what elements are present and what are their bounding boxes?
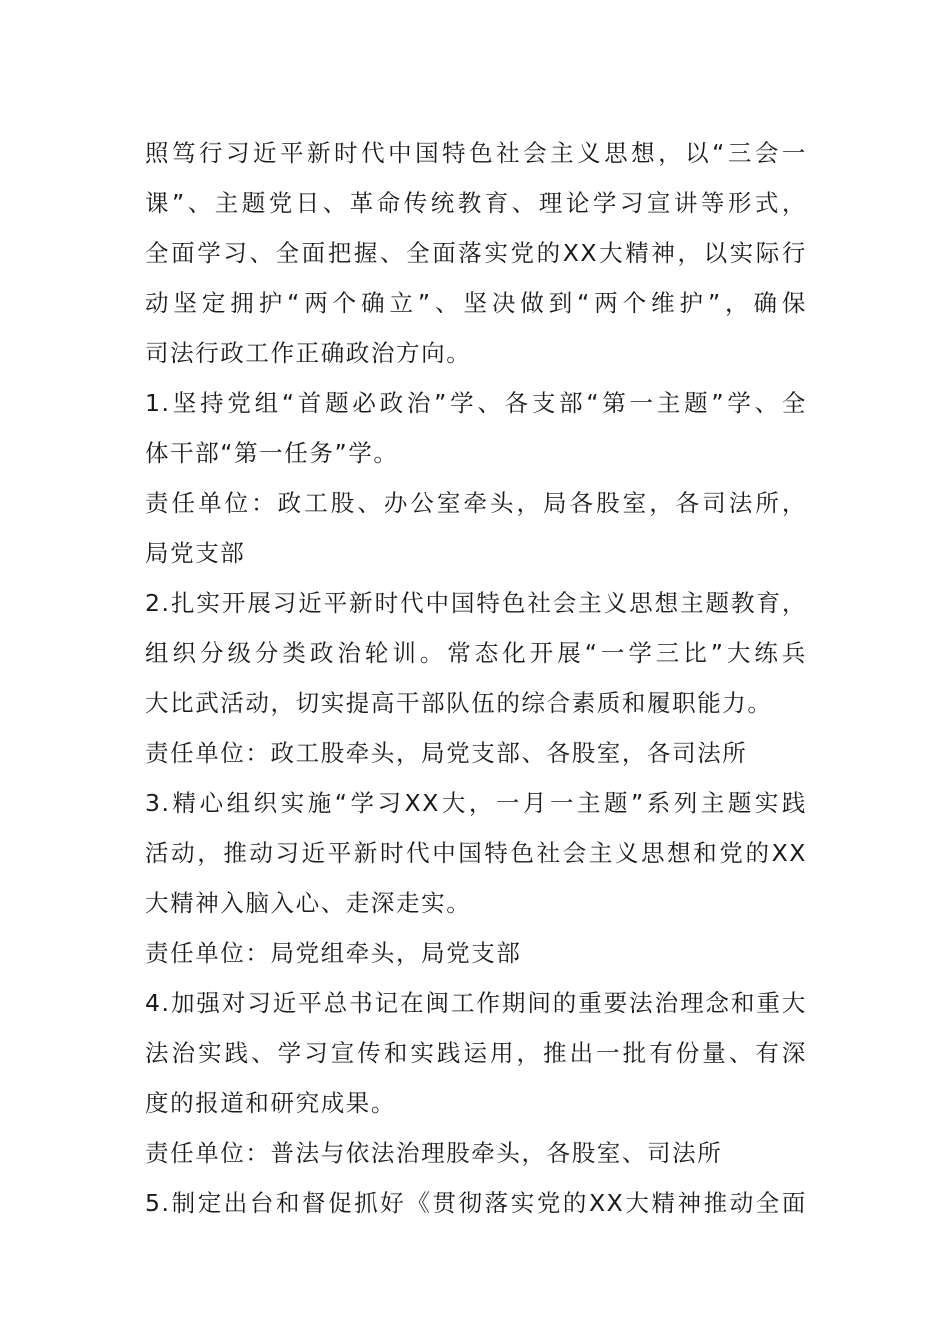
list-item-line: 大精神入脑入心、走深走实。 bbox=[145, 889, 472, 917]
list-item-line: 大比武活动，切实提高干部队伍的综合素质和履职能力。 bbox=[145, 689, 773, 717]
list-item-line: 5.制定出台和督促抓好《贯彻落实党的XX大精神推动全面 bbox=[145, 1189, 807, 1217]
paragraph-line: 照笃行习近平新时代中国特色社会主义思想，以“三会一 bbox=[145, 139, 807, 167]
paragraph-line: 动坚定拥护“两个确立”、坚决做到“两个维护”，确保 bbox=[145, 289, 807, 317]
paragraph-line: 全面学习、全面把握、全面落实党的XX大精神，以实际行 bbox=[145, 239, 807, 267]
list-item-line: 法治实践、学习宣传和实践运用，推出一批有份量、有深 bbox=[145, 1039, 807, 1067]
list-item-line: 4.加强对习近平总书记在闽工作期间的重要法治理念和重大 bbox=[145, 989, 807, 1017]
paragraph-line: 课”、主题党日、革命传统教育、理论学习宣讲等形式， bbox=[145, 189, 807, 217]
list-item-line: 2.扎实开展习近平新时代中国特色社会主义思想主题教育， bbox=[145, 589, 807, 617]
list-item-line: 活动，推动习近平新时代中国特色社会主义思想和党的XX bbox=[145, 839, 807, 867]
list-item-line: 体干部“第一任务”学。 bbox=[145, 439, 399, 467]
responsible-unit-line: 责任单位：政工股、办公室牵头，局各股室，各司法所， bbox=[145, 489, 807, 517]
responsible-unit-line: 责任单位：普法与依法治理股牵头，各股室、司法所 bbox=[145, 1139, 723, 1167]
paragraph-line: 司法行政工作正确政治方向。 bbox=[145, 339, 472, 367]
list-item-line: 1.坚持党组“首题必政治”学、各支部“第一主题”学、全 bbox=[145, 389, 807, 417]
document-body bbox=[145, 128, 807, 1228]
list-item-line: 3.精心组织实施“学习XX大，一月一主题”系列主题实践 bbox=[145, 789, 807, 817]
list-item-line: 组织分级分类政治轮训。常态化开展“一学三比”大练兵 bbox=[145, 639, 807, 667]
list-item-line: 度的报道和研究成果。 bbox=[145, 1089, 396, 1117]
responsible-unit-line: 局党支部 bbox=[145, 539, 246, 567]
responsible-unit-line: 责任单位：局党组牵头，局党支部 bbox=[145, 939, 522, 967]
responsible-unit-line: 责任单位：政工股牵头，局党支部、各股室，各司法所 bbox=[145, 739, 748, 767]
